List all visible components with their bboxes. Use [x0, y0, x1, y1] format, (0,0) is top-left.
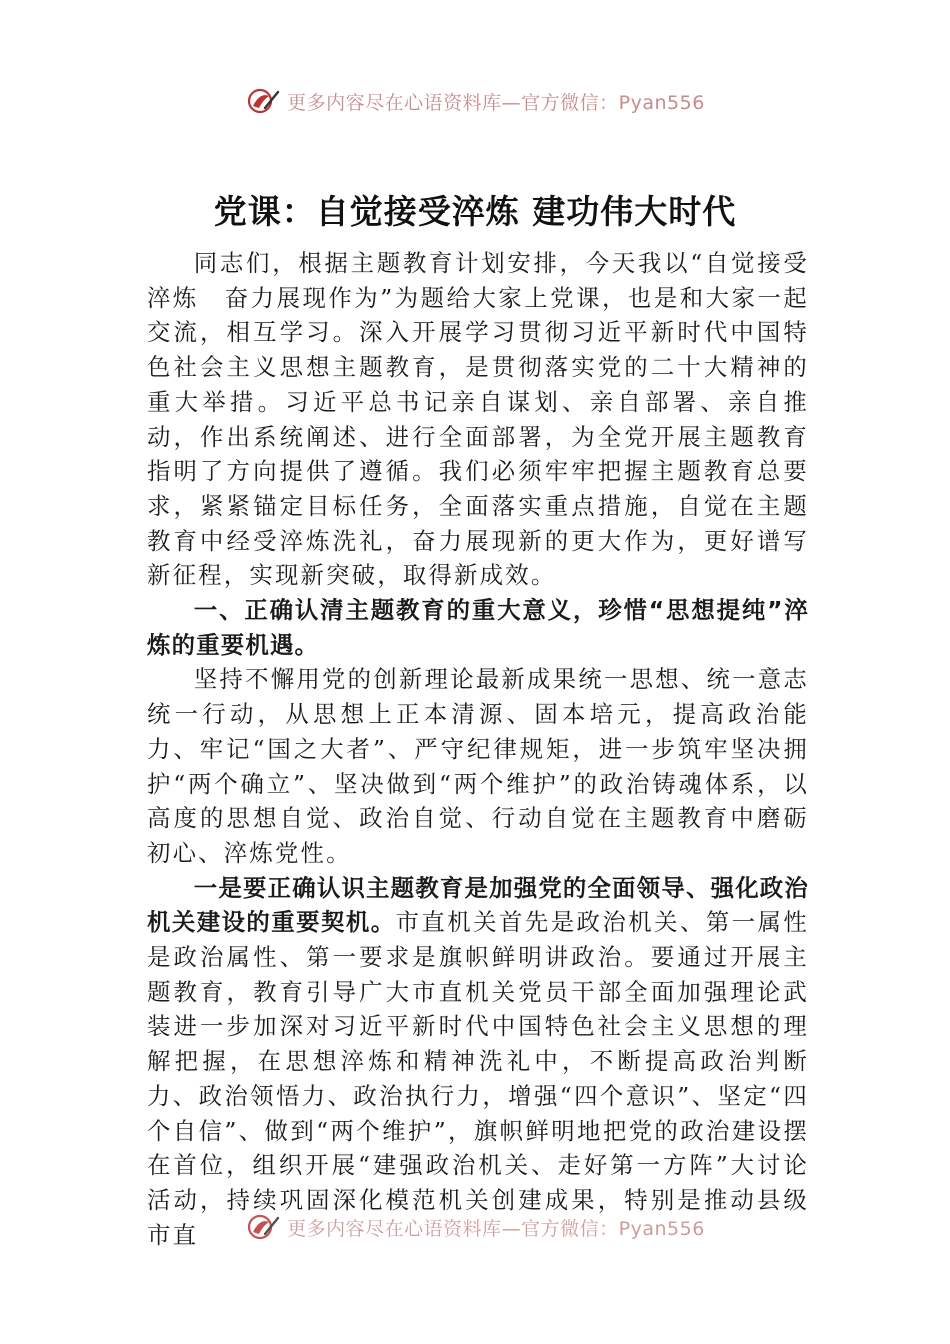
footer-watermark-logo-icon	[245, 1212, 281, 1242]
page-title: 党课：自觉接受淬炼 建功伟大时代	[213, 192, 737, 231]
footer-watermark	[0, 1212, 950, 1242]
section-1-paragraph: 坚持不懈用党的创新理论最新成果统一思想、统一意志统一行动，从思想上正本清源、固本培元，提高政治能力、牢记“国之大者”、严守纪律规矩，进一步筑牢坚决拥护“两个确立”、坚决做到“两个维护”的政治铸魂体系，以高度的思想自觉、政治自觉、行动自觉在主题教育中磨砺初心、淬炼党性。	[147, 665, 809, 867]
point-1-paragraph	[147, 871, 809, 1253]
point-1-lead: 一是要正确认识主题教育是加强党的全面领导、强化政治机关建设的重要契机。	[147, 873, 809, 937]
point-1-body: 市直机关首先是政治机关、第一属性是政治属性、第一要求是旗帜鲜明讲政治。要通过开展主题教育，教育引导广大市直机关党员干部全面加强理论武装进一步加深对习近平新时代中国特色社会主义思想的理解把握，在思想淬炼和精神洗礼中，不断提高政治判断力、政治领悟力、政治执行力，增强“四个意识”、坚定“四个自信”、做到“两个维护”，旗帜鲜明地把党的政治建设摆在首位，组织开展“建强政治机关、走好第一方阵”大讨论活动，持续巩固深化模范机关创建成果，特别是推动县级市直	[147, 908, 809, 1249]
section-heading-1: 一、正确认清主题教育的重大意义，珍惜“思想提纯”淬炼的重要机遇。	[147, 596, 809, 659]
footer-watermark-text: 更多内容尽在心语资料库—官方微信：Pyan556	[287, 1217, 705, 1240]
document-body	[147, 246, 809, 1252]
intro-paragraph: 同志们，根据主题教育计划安排，今天我以“自觉接受淬炼 奋力展现作为”为题给大家上党课，也是和大家一起交流，相互学习。深入开展学习贯彻习近平新时代中国特色社会主义思想主题教育，是贯彻落实党的二十大精神的重大举措。习近平总书记亲自谋划、亲自部署、亲自推动，作出系统阐述、进行全面部署，为全党开展主题教育指明了方向提供了遵循。我们必须牢牢把握主题教育总要求，紧紧锚定目标任务，全面落实重点措施，自觉在主题教育中经受淬炼洗礼，奋力展现新的更大作为，更好谱写新征程，实现新突破，取得新成效。	[147, 249, 809, 590]
header-watermark-text: 更多内容尽在心语资料库—官方微信：Pyan556	[287, 91, 705, 114]
